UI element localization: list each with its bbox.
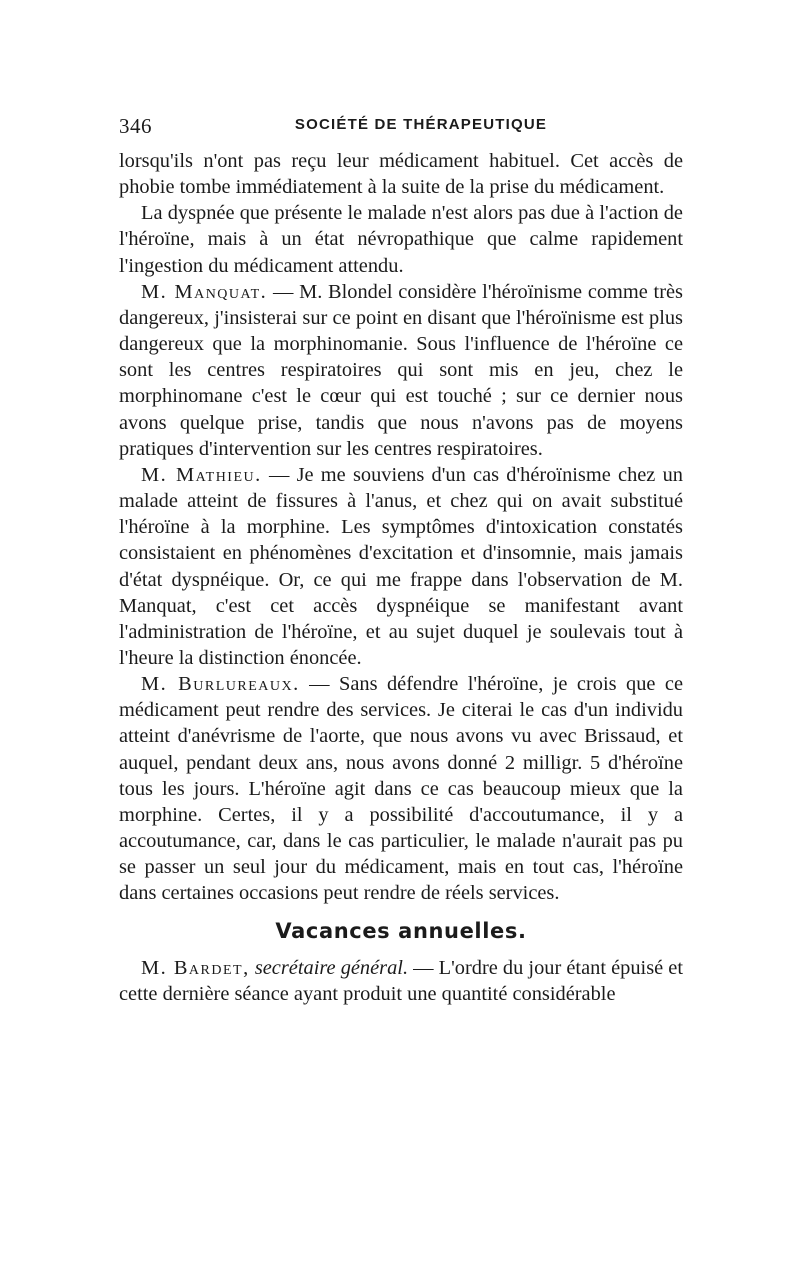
paragraph-6 bbox=[119, 955, 683, 1007]
paragraph-5-text: — Sans défendre l'héroïne, je crois que ce médicament peut rendre des services. Je citerai le cas d'un individu atteint d'anévrisme de l'aorte, que nous avons vu avec Brissaud, et auquel, pendant deux ans, nous avons donné 2 milligr. 5 d'héroïne tous les jours. L'héroïne agit dans ce cas beaucoup mieux que la morphine. Certes, il y a possibilité d'accoutumance, il y a accoutumance, car, dans le cas particulier, le malade n'aurait pas pu se passer un seul jour du médicament, mais en tout cas, l'héroïne dans certaines occasions peut rendre de réels services. bbox=[119, 673, 684, 905]
paragraph-1-text: lorsqu'ils n'ont pas reçu leur médicament habituel. Cet accès de phobie tombe immédiatement à la suite de la prise du médicament. bbox=[119, 150, 683, 199]
paragraph-6-text: — L'ordre du jour étant épuisé et cette dernière séance ayant produit une quantité considérable bbox=[119, 956, 683, 1005]
speaker-burlureaux: M. Burlureaux. bbox=[141, 673, 300, 696]
paragraph-4 bbox=[119, 462, 683, 671]
paragraph-5 bbox=[119, 671, 683, 906]
paragraph-2-text: La dyspnée que présente le malade n'est alors pas due à l'action de l'héroïne, mais à un état névropathique que calme rapidement l'ingestion du médicament attendu. bbox=[119, 202, 683, 277]
speaker-role: secrétaire général. bbox=[254, 956, 409, 979]
body-text bbox=[119, 148, 683, 1007]
page-header bbox=[119, 114, 683, 144]
paragraph-4-text: — Je me souviens d'un cas d'héroïnisme chez un malade atteint de fissures à l'anus, et chez qui on avait substitué l'héroïne à la morphine. Les symptômes d'intoxication constatés consistaient en phénomènes d'excitation et d'insomnie, mais jamais d'état dyspnéique. Or, ce qui me frappe dans l'observation de M. Manquat, c'est cet accès dyspnéique se manifestant avant l'administration de l'héroïne, et au sujet duquel je soulevais tout à l'heure la distinction énoncée. bbox=[119, 463, 683, 669]
page-number: 346 bbox=[119, 114, 152, 138]
paragraph-1 bbox=[119, 148, 683, 200]
section-heading: Vacances annuelles. bbox=[275, 918, 527, 943]
speaker-manquat: M. Manquat. bbox=[141, 280, 268, 303]
speaker-bardet: M. Bardet, bbox=[141, 956, 250, 979]
paragraph-2 bbox=[119, 200, 683, 278]
paragraph-3 bbox=[119, 279, 683, 462]
running-head: SOCIÉTÉ DE THÉRAPEUTIQUE bbox=[294, 116, 548, 133]
speaker-mathieu: M. Mathieu. bbox=[141, 463, 262, 486]
paragraph-3-text: — M. Blondel considère l'héroïnisme comme très dangereux, j'insisterai sur ce point en disant que l'héroïnisme est plus dangereux que la morphinomanie. Sous l'influence de l'héroïne ce sont les centres respiratoires qui sont mis en jeu, chez le morphinomane c'est le cœur qui est touché ; sur ce dernier nous avons quelque prise, tandis que nous n'avons pas de moyens pratiques d'intervention sur les centres respiratoires. bbox=[119, 280, 683, 460]
